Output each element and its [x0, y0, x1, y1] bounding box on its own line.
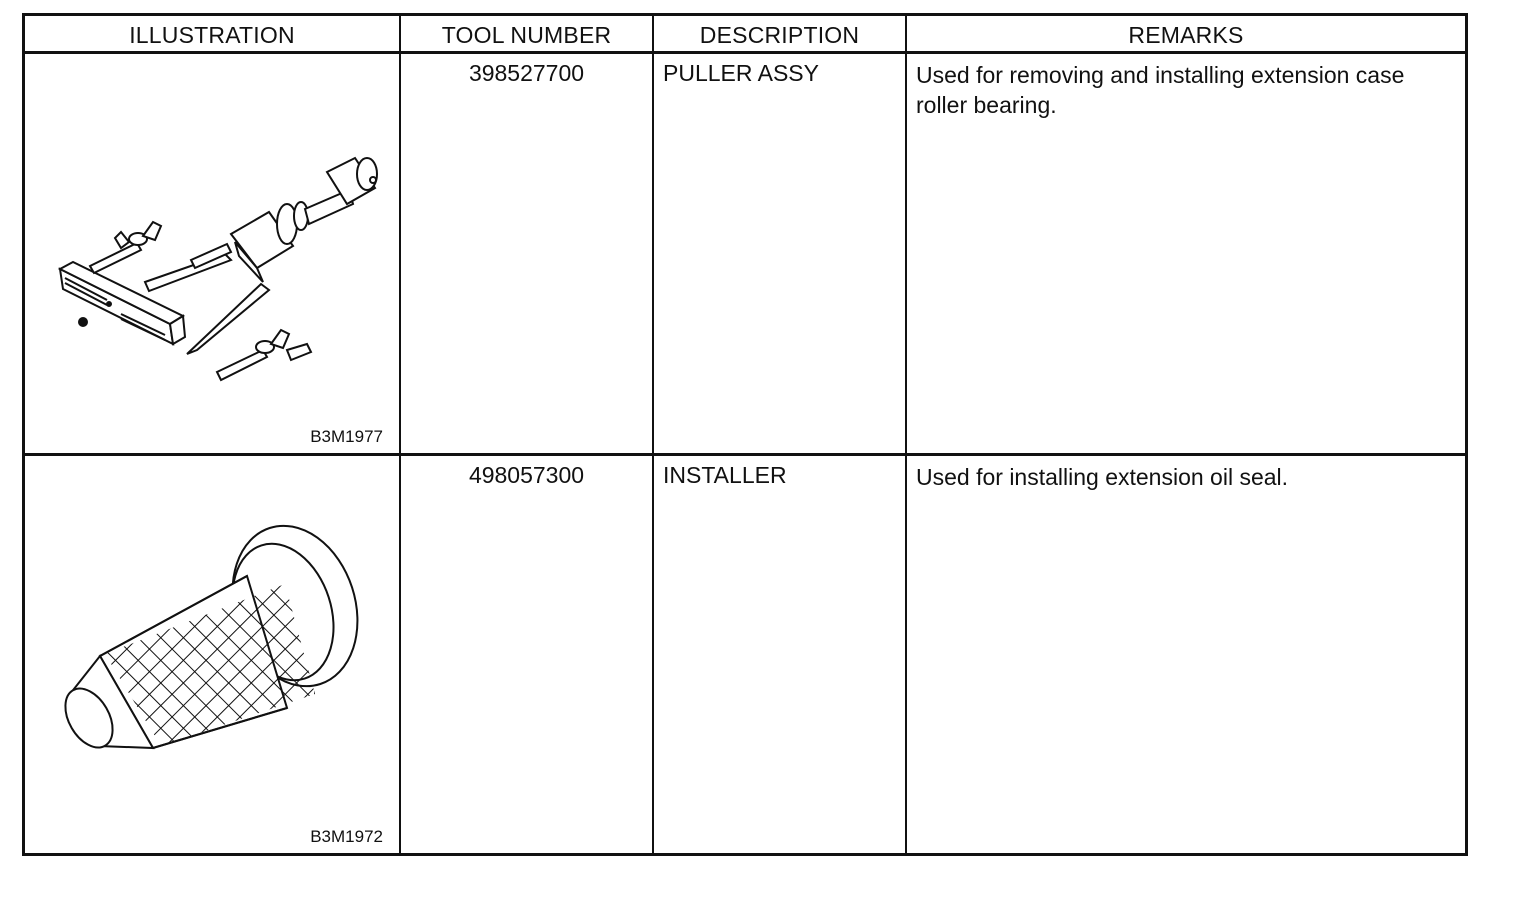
tool-number: 398527700	[401, 54, 654, 456]
special-tools-table	[22, 13, 1468, 856]
figure-code: B3M1977	[310, 427, 383, 446]
tool-description: PULLER ASSY	[654, 54, 907, 456]
header-tool-number: TOOL NUMBER	[401, 16, 654, 54]
tool-remarks: Used for removing and installing extension case roller bearing.	[907, 54, 1465, 456]
header-illustration: ILLUSTRATION	[25, 16, 401, 54]
tool-number: 498057300	[401, 456, 654, 853]
tool-remarks: Used for installing extension oil seal.	[916, 464, 1289, 490]
wing-bolt-icon	[217, 330, 311, 380]
figure-code: B3M1972	[310, 827, 383, 846]
puller-body-icon	[231, 190, 353, 282]
illustration-cell-installer	[25, 456, 401, 853]
installer-illustration	[25, 456, 399, 853]
puller-assy-illustration	[25, 54, 399, 454]
jaw-icon	[145, 254, 231, 291]
header-remarks: REMARKS	[907, 16, 1465, 54]
wing-bolt-icon	[90, 222, 161, 273]
header-description: DESCRIPTION	[654, 16, 907, 54]
nut-icon	[79, 318, 87, 326]
illustration-cell-puller	[25, 54, 401, 456]
tool-description: INSTALLER	[654, 456, 907, 853]
